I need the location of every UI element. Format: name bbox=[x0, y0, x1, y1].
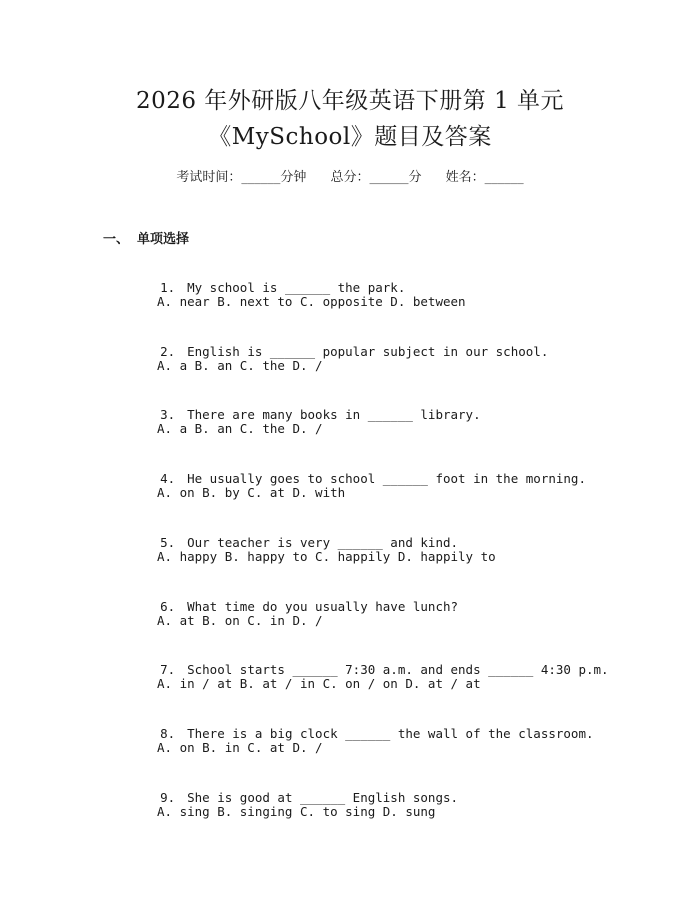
question-text: He usually goes to school ______ foot in the morning. bbox=[187, 471, 586, 486]
question-text: My school is ______ the park. bbox=[187, 280, 406, 295]
question-number: 6. bbox=[160, 599, 176, 614]
question-text: School starts ______ 7:30 a.m. and ends ______ 4:30 p.m. bbox=[187, 662, 609, 677]
question-3-options: A. a B. an C. the D. / bbox=[157, 421, 323, 436]
question-4-options: A. on B. by C. at D. with bbox=[157, 485, 346, 500]
question-5-options: A. happy B. happy to C. happily D. happily to bbox=[157, 549, 496, 564]
question-text: She is good at ______ English songs. bbox=[187, 790, 459, 805]
page-title-line2: 《MySchool》题目及答案 bbox=[208, 124, 492, 150]
total-score-field: 总分：______分 bbox=[330, 170, 422, 185]
question-number: 2. bbox=[160, 344, 176, 359]
question-text: Our teacher is very ______ and kind. bbox=[187, 535, 459, 550]
question-number: 3. bbox=[160, 407, 176, 422]
question-7-options: A. in / at B. at / in C. on / on D. at / at bbox=[157, 676, 481, 691]
question-text: There are many books in ______ library. bbox=[187, 407, 481, 422]
section-heading bbox=[103, 230, 189, 250]
question-9-options: A. sing B. singing C. to sing D. sung bbox=[157, 804, 436, 819]
name-field: 姓名：______ bbox=[445, 170, 524, 185]
exam-time-field: 考试时间：______分钟 bbox=[176, 170, 307, 185]
question-text: What time do you usually have lunch? bbox=[187, 599, 459, 614]
question-6-options: A. at B. on C. in D. / bbox=[157, 613, 323, 628]
section-number: 一、 bbox=[103, 232, 130, 247]
question-8-options: A. on B. in C. at D. / bbox=[157, 740, 323, 755]
question-2-options: A. a B. an C. the D. / bbox=[157, 358, 323, 373]
question-1-options: A. near B. next to C. opposite D. between bbox=[157, 294, 466, 309]
question-text: English is ______ popular subject in our school. bbox=[187, 344, 549, 359]
exam-meta bbox=[0, 168, 700, 188]
question-number: 4. bbox=[160, 471, 176, 486]
question-number: 9. bbox=[160, 790, 176, 805]
question-number: 1. bbox=[160, 280, 176, 295]
question-number: 5. bbox=[160, 535, 176, 550]
question-text: There is a big clock ______ the wall of the classroom. bbox=[187, 726, 594, 741]
question-number: 8. bbox=[160, 726, 176, 741]
section-title: 单项选择 bbox=[137, 232, 190, 247]
page-title-line1: 2026 年外研版八年级英语下册第 1 单元 bbox=[135, 88, 565, 114]
question-number: 7. bbox=[160, 662, 176, 677]
